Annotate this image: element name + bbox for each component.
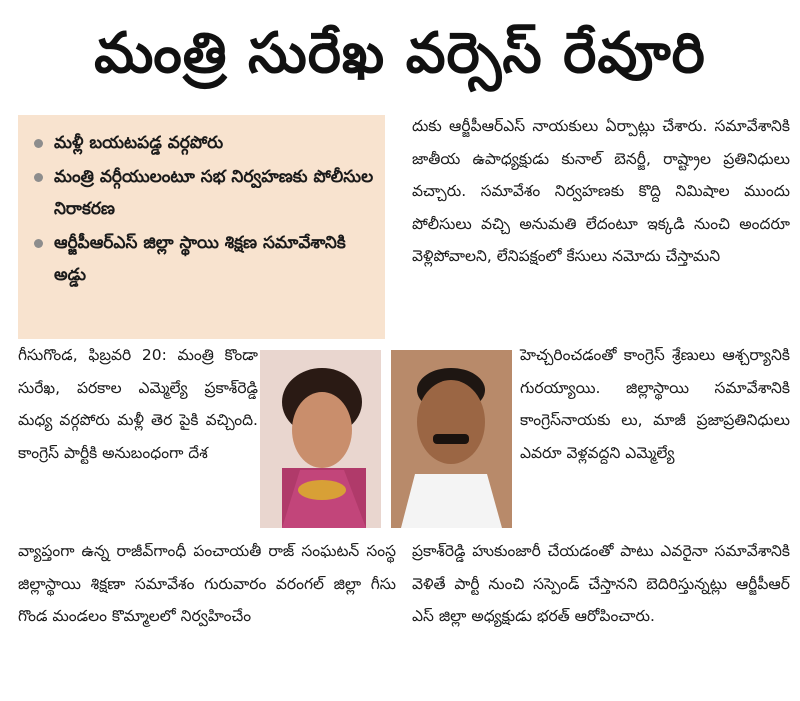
highlight-item: ఆర్జీపీఆర్ఎస్ జిల్లా స్థాయి శిక్షణ సమావేశానికి అడ్డు xyxy=(30,227,377,291)
article-text-right-mid: హెచ్చరించడంతో కాంగ్రెస్ శ్రేణులు ఆశ్చర్యానికి గురయ్యాయి. జిల్లాస్థాయి సమావేశానికి కాంగ్రెస్‌నాయకు లు, మాజీ ప్రజాప్రతినిధులు ఎవరూ వెళ్లవద్దని ఎమ్మెల్యే xyxy=(520,346,790,462)
article-text-right-top: దుకు ఆర్జీపీఆర్ఎస్ నాయకులు ఏర్పాట్లు చేశారు. సమావేశానికి జాతీయ ఉపాధ్యక్షుడు కునాల్ బెనర్జీ, రాష్ట్రాల ప్రతినిధులు వచ్చారు. సమావేశం నిర్వహణకు కొద్ది నిమిషాల ముందు పోలీసులు వచ్చి అనుమతి లేదంటూ ఇక్కడి నుంచి అందరూ వెళ్లిపోవాలని, లేనిపక్షంలో కేసులు నమోదు చేస్తామని xyxy=(412,117,790,266)
bullet-icon xyxy=(34,139,43,148)
bullet-icon xyxy=(34,239,43,248)
photo-minister-surekha xyxy=(260,350,381,528)
headline: మంత్రి సురేఖ వర్సెస్ రేవూరి xyxy=(94,21,706,86)
article-text-bottom-right: ప్రకాశ్‌రెడ్డి హుకుంజారీ చేయడంతో పాటు ఎవరైనా సమావేశానికి వెళితే పార్టీ నుంచి సస్పెండ్ చేస్తానని బెదిరిస్తున్నట్లు ఆర్జీపీఆర్ ఎస్ జిల్లా అధ్యక్షుడు భరత్ ఆరోపించారు. xyxy=(412,542,790,626)
photo-mla-revuri xyxy=(391,350,512,528)
highlight-item: మంత్రి వర్గీయులంటూ సభ నిర్వహణకు పోలీసుల నిరాకరణ xyxy=(30,161,377,225)
highlights-box xyxy=(18,115,385,339)
portrait-woman-image xyxy=(260,350,381,528)
article-text-left-mid: గీసుగొండ, ఫిబ్రవరి 20: మంత్రి కొండా సురేఖ, పరకాల ఎమ్మెల్యే ప్రకాశ్‌రెడ్డి మధ్య వర్గపోరు మళ్లీ తెర పైకి వచ్చింది. కాంగ్రెస్ పార్టీకి అనుబంధంగా దేశ xyxy=(18,346,258,462)
portrait-man-image xyxy=(391,350,512,528)
article-text-bottom-left: వ్యాప్తంగా ఉన్న రాజీవ్‌గాంధీ పంచాయతీ రాజ్ సంఘటన్ సంస్థ జిల్లాస్థాయి శిక్షణా సమావేశం గురువారం వరంగల్ జిల్లా గీసు గొండ మండలం కొమ్మాలలో నిర్వహించేం xyxy=(18,542,396,626)
bullet-icon xyxy=(34,173,43,182)
highlight-item: మళ్లీ బయటపడ్డ వర్గపోరు xyxy=(30,127,377,159)
